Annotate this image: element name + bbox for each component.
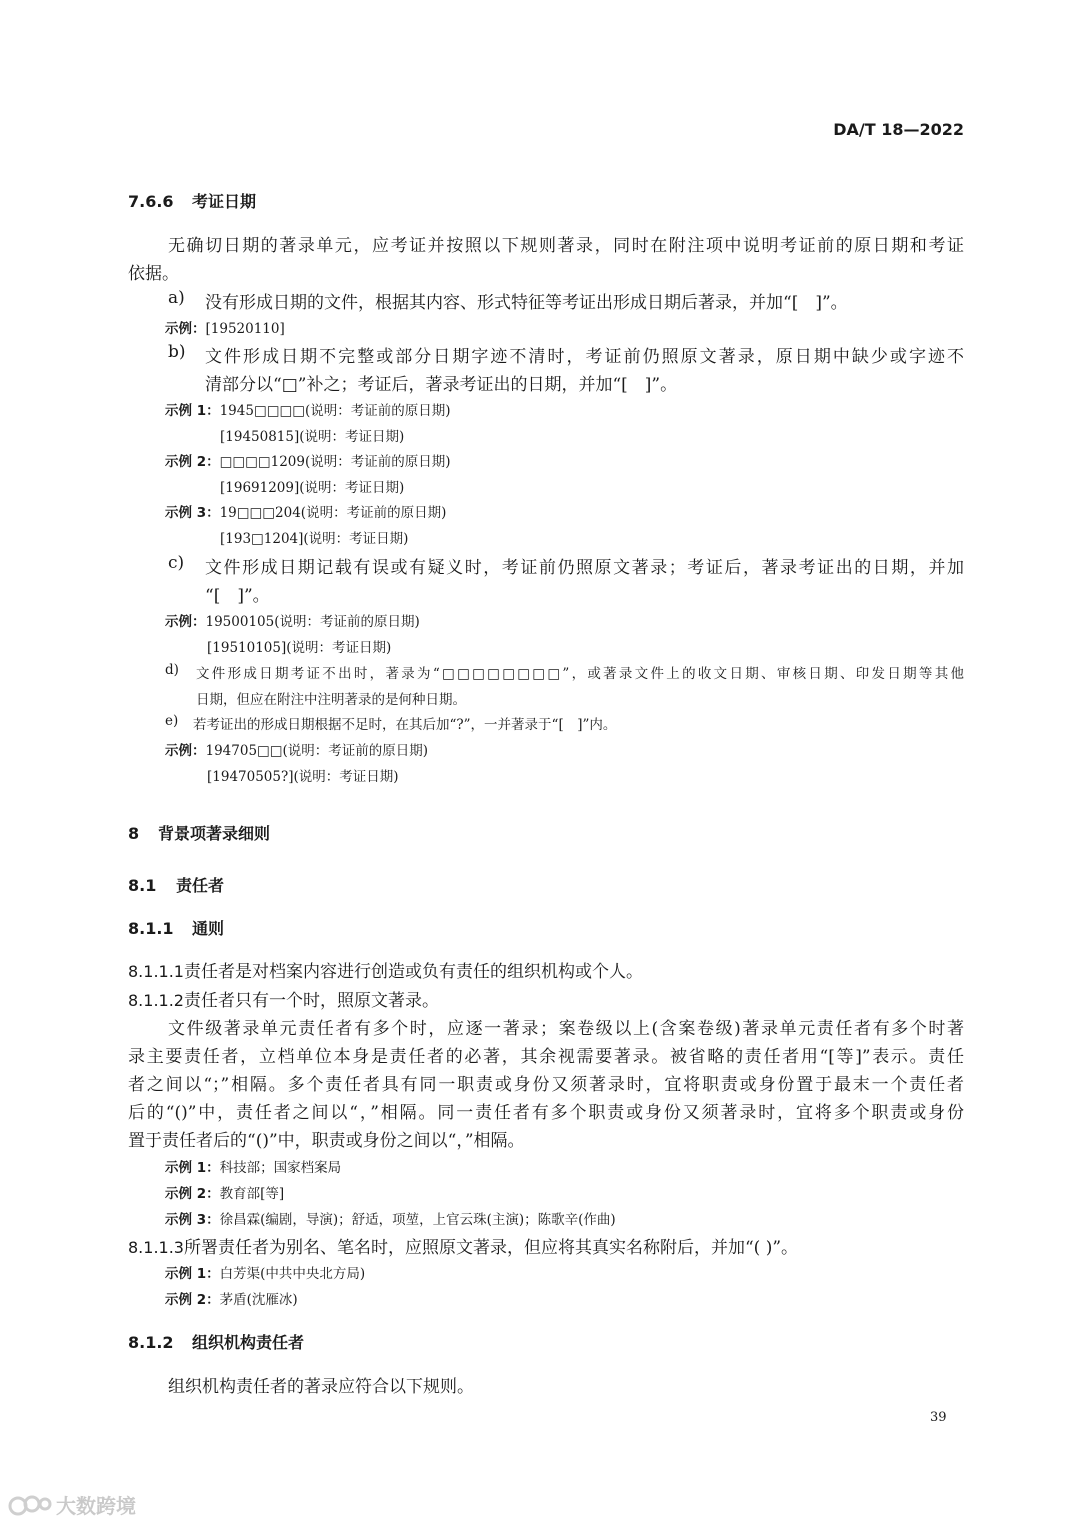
example-label: 示例 2： [165, 1292, 220, 1308]
example-c [165, 610, 420, 630]
clause-number: 8.1.1.1 [128, 962, 184, 981]
example-label: 示例 3： [165, 505, 220, 521]
example-b3-line2: [193□1204](说明：考证日期) [220, 531, 409, 547]
paragraph-text: 无确切日期的著录单元，应考证并按照以下规则著录，同时在附注项中说明考证前的原日期和考证 [168, 236, 964, 256]
section-title: 组织机构责任者 [192, 1333, 305, 1352]
paragraph-text: 录主要责任者，立档单位本身是责任者的必著，其余视需要著录。被省略的责任者用“[等]”表示。责任 [128, 1047, 964, 1067]
example-text: □□□□1209(说明：考证前的原日期) [219, 454, 451, 470]
item-b-line1 [205, 342, 964, 367]
example-label: 示例 1： [165, 1160, 220, 1176]
example-alias-1 [165, 1262, 365, 1282]
clause-number: 8.1.1.3 [128, 1238, 184, 1257]
watermark-logo-icon [8, 1492, 52, 1518]
clause-8-1-1-2 [128, 986, 439, 1011]
item-c-line1 [205, 553, 964, 578]
item-e-text: 若考证出的形成日期根据不足时，在其后加“?”，一并著录于“[ ]”内。 [193, 717, 617, 733]
section-title: 通则 [192, 919, 225, 938]
example-text: 教育部[等] [219, 1186, 285, 1202]
example-text: 茅盾(沈雁冰) [219, 1292, 298, 1308]
clause-text: 所署责任者为别名、笔名时，应照原文著录，但应将其真实名称附后，并加“( )”。 [183, 1238, 799, 1258]
section-number: 8 [128, 824, 140, 843]
section-number: 8.1.2 [128, 1333, 174, 1352]
example-b2 [165, 450, 451, 470]
section-7-6-6-heading [128, 189, 256, 212]
item-c-text: 文件形成日期记载有误或有疑义时，考证前仍照原文著录；考证后，著录考证出的日期，并加 [205, 558, 964, 578]
item-b-line2: 清部分以“□”补之；考证后，著录考证出的日期，并加“[ ]”。 [205, 375, 678, 395]
example-text: 19□□□204(说明：考证前的原日期) [219, 505, 447, 521]
paragraph-line1 [168, 1014, 964, 1039]
section-number: 8.1 [128, 876, 157, 895]
section-8-1-2-intro: 组织机构责任者的著录应符合以下规则。 [168, 1377, 474, 1397]
example-text: 白芳渠(中共中央北方局) [219, 1266, 366, 1282]
item-a-text: 没有形成日期的文件，根据其内容、形式特征等考证出形成日期后著录，并加“[ ]”。 [205, 293, 848, 313]
item-d-line1 [196, 662, 964, 682]
example-a [165, 317, 285, 337]
section-number: 7.6.6 [128, 192, 174, 211]
section-8-1-heading [128, 873, 224, 896]
paragraph-text: 后的“()”中，责任者之间以“，”相隔。同一责任者有多个职责或身份又须著录时，宜将多个职责或身份 [128, 1103, 964, 1123]
example-label: 示例 3： [165, 1212, 220, 1228]
section-title: 背景项著录细则 [158, 824, 271, 843]
example-label: 示例 2： [165, 454, 220, 470]
section-number: 8.1.1 [128, 919, 174, 938]
paragraph-intro-line2: 依据。 [128, 264, 179, 284]
example-e-line2: [19470505?](说明：考证日期) [207, 769, 399, 785]
example-b2-line2: [19691209](说明：考证日期) [220, 480, 405, 496]
paragraph-line2 [128, 1042, 964, 1067]
example-resp-1 [165, 1156, 341, 1176]
paragraph-intro-line1 [168, 231, 964, 256]
example-text: 19500105(说明：考证前的原日期) [205, 614, 420, 630]
clause-text: 责任者是对档案内容进行创造或负有责任的组织机构或个人。 [183, 962, 643, 982]
example-b1 [165, 399, 451, 419]
example-text: 194705□□(说明：考证前的原日期) [205, 743, 429, 759]
item-b-text: 文件形成日期不完整或部分日期字迹不清时，考证前仍照原文著录，原日期中缺少或字迹不 [205, 347, 964, 367]
item-b-mark: b) [168, 342, 186, 362]
item-d-line2: 日期，但应在附注中注明著录的是何种日期。 [196, 692, 466, 708]
paragraph-line4 [128, 1098, 964, 1123]
paragraph-line5: 置于责任者后的“()”中，职责或身份之间以“，”相隔。 [128, 1131, 525, 1151]
example-b1-line2: [19450815](说明：考证日期) [220, 429, 405, 445]
clause-text: 责任者只有一个时，照原文著录。 [183, 991, 439, 1011]
section-title: 考证日期 [192, 192, 257, 211]
item-d-mark: d) [165, 662, 179, 678]
example-text: 科技部；国家档案局 [219, 1160, 342, 1176]
clause-8-1-1-3 [128, 1233, 798, 1258]
example-c-line2: [19510105](说明：考证日期) [207, 640, 392, 656]
section-title: 责任者 [176, 876, 225, 895]
page-number: 39 [930, 1410, 947, 1425]
watermark [8, 1490, 136, 1519]
example-resp-3 [165, 1208, 616, 1228]
example-e [165, 739, 428, 759]
example-label: 示例 1： [165, 403, 220, 419]
item-c-line2: “[ ]”。 [205, 586, 270, 606]
example-alias-2 [165, 1288, 298, 1308]
example-b3 [165, 501, 446, 521]
example-label: 示例： [165, 743, 206, 759]
paragraph-text: 者之间以“；”相隔。多个责任者具有同一职责或身份又须著录时，宜将职责或身份置于最末一个责任者 [128, 1075, 964, 1095]
section-8-heading [128, 821, 270, 844]
example-label: 示例 2： [165, 1186, 220, 1202]
example-text: 徐昌霖(编剧，导演)；舒适，项堃，上官云珠(主演)；陈歌辛(作曲) [219, 1212, 616, 1228]
item-d-text: 文件形成日期考证不出时，著录为“□□□□□□□□”，或著录文件上的收文日期、审核日期、印发日期等其他 [196, 666, 964, 682]
item-e-mark: e) [165, 713, 179, 729]
section-8-1-1-heading [128, 916, 224, 939]
example-label: 示例： [165, 321, 206, 337]
document-code: DA/T 18—2022 [833, 120, 964, 139]
paragraph-line3 [128, 1070, 964, 1095]
example-label: 示例 1： [165, 1266, 220, 1282]
example-label: 示例： [165, 614, 206, 630]
clause-number: 8.1.1.2 [128, 991, 184, 1010]
section-8-1-2-heading [128, 1330, 304, 1353]
watermark-text: 大数跨境 [56, 1494, 136, 1518]
example-resp-2 [165, 1182, 284, 1202]
example-text: 1945□□□□(说明：考证前的原日期) [219, 403, 451, 419]
paragraph-text: 文件级著录单元责任者有多个时，应逐一著录；案卷级以上(含案卷级)著录单元责任者有多个时著 [168, 1019, 964, 1039]
item-c-mark: c) [168, 553, 185, 573]
example-text: [19520110] [205, 321, 285, 337]
clause-8-1-1-1 [128, 957, 643, 982]
item-a-mark: a) [168, 288, 185, 308]
